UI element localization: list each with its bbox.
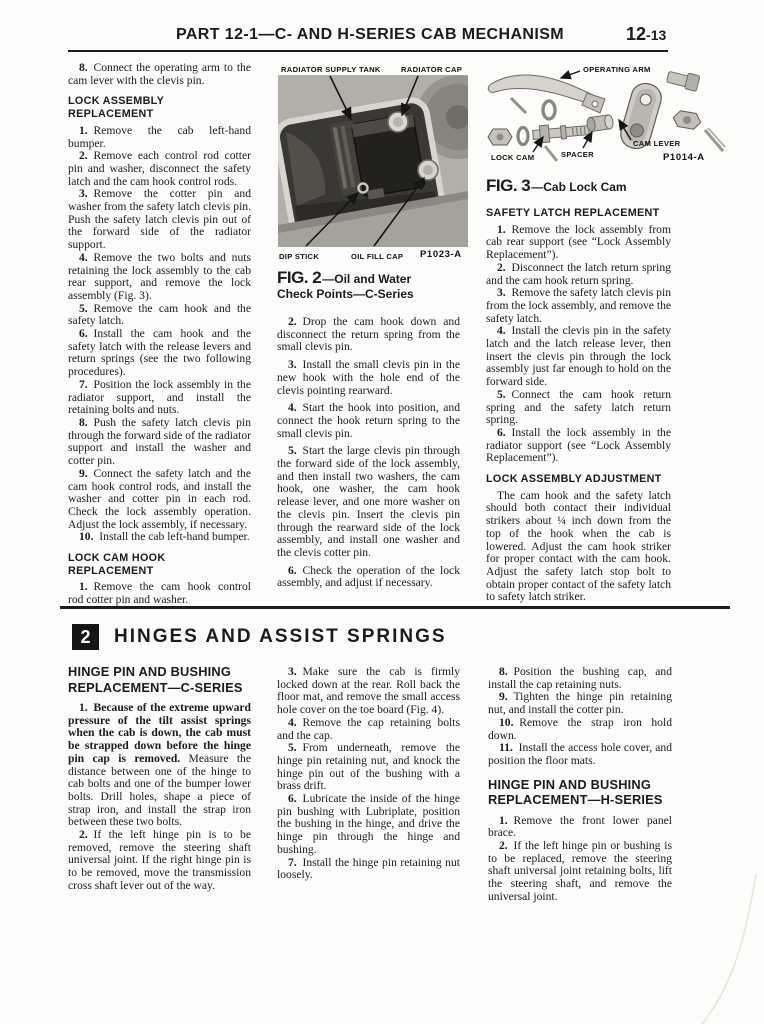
procedure-step: 3. Make sure the cab is firmly locked down at the rear. Roll back the floor mat, and remove the small access hole cover on the toe board (Fig. 4). [277, 665, 460, 717]
hinge-pin-c-steps-continued [277, 666, 460, 882]
section2-column2 [277, 666, 460, 882]
heading-hinge-pin-c-series: HINGE PIN AND BUSHING REPLACEMENT—C-SERIES [68, 664, 243, 695]
procedure-step: 10. Install the cab left-hand bumper. [79, 530, 250, 544]
procedure-step: 2. Remove each control rod cotter pin and washer, disconnect the safety latch and the cam hook control rods. [68, 149, 251, 188]
section1-column1 [68, 62, 251, 607]
fig3-caption-text: —Cab Lock Cam [531, 180, 627, 194]
lock-assembly-adjustment-text: The cam hook and the safety latch should both contact their individual strikers about ¼ inch down from the top of the hook when the cab is lowered. Adjust the cam hook striker for proper contact with the cam hook. Adjust the safety latch stop bolt to obtain proper contact of the safety latch to safety latch striker. [486, 488, 671, 604]
heading-lock-assembly-replacement: LOCK ASSEMBLY REPLACEMENT [68, 95, 164, 121]
fig2-caption-number: FIG. 2 [277, 268, 322, 287]
procedure-step: 4. Remove the two bolts and nuts retaining the lock assembly to the cab rear support, and remove the lock assembly (Fig. 3). [68, 250, 251, 302]
procedure-step: 4. Install the clevis pin in the safety latch and the latch release lever, then insert the clevis pin through the lock assembly just far enough to hold on the forward side. [486, 324, 671, 389]
procedure-step: 2. Disconnect the latch return spring and the cam hook return spring. [486, 260, 671, 287]
fig2-label-radiator-supply-tank: RADIATOR SUPPLY TANK [281, 65, 381, 74]
fig2-label-radiator-cap: RADIATOR CAP [401, 65, 463, 74]
procedure-step: 2. If the left hinge pin is to be removed, remove the steering shaft universal joint. If the right hinge pin is to be removed, move the transmission cross shaft lever out of the way. [68, 828, 251, 892]
lock-cam-hook-steps [68, 581, 251, 606]
fig3-caption [486, 178, 736, 195]
section-number-badge: 2 [72, 624, 99, 650]
procedure-step: 3. Remove the cotter pin and washer from the safety latch clevis pin. Push the safety latch clevis pin out of the forward side of the radiator support. [68, 187, 251, 252]
procedure-step: 1. Remove the cam hook control rod cotter pin and washer. [68, 580, 251, 607]
page-curl [694, 874, 764, 1024]
fig2-photo [278, 75, 468, 247]
fig2-label-dip-stick: DIP STICK [279, 252, 320, 261]
procedure-step: 9. Tighten the hinge pin retaining nut, and install the cotter pin. [488, 690, 672, 717]
hinge-pin-h-steps [488, 815, 672, 904]
hinge-pin-c-steps [68, 702, 251, 893]
procedure-step: 2. If the left hinge pin or bushing is to be replaced, remove the steering shaft universal joint retaining bolts, lift the steering shaft, and remove the universal joint. [488, 839, 672, 903]
heading-safety-latch-replacement: SAFETY LATCH REPLACEMENT [486, 207, 660, 219]
procedure-step: 8. Position the bushing cap, and install the cap retaining nuts. [488, 665, 672, 691]
procedure-step: 5. Start the large clevis pin through the forward side of the lock assembly, and then install two washers, the cam hook, one washer, the cam hook release lever, and one more washer on the clevis pin. Insert the clevis pin through the rearward side of the lock assembly, and install one washer and the clevis cotter pin. [277, 444, 460, 559]
cam-hook-steps [277, 316, 460, 590]
procedure-step: 6. Install the lock assembly in the radiator support (see “Lock Assembly Replacement”). [486, 425, 671, 465]
procedure-step: 1. Remove the cab left-hand bumper. [68, 123, 251, 150]
procedure-step: 9. Connect the safety latch and the cam hook control rods, and install the washer and cotter pin in each rod. Check the lock assembly operation. Adjust the lock assembly, if necessary. [68, 466, 251, 531]
fig3-photo-id: P1014-A [663, 152, 705, 163]
fig3-caption-number: FIG. 3 [486, 176, 531, 195]
procedure-step: 1. Because of the extreme upward pressure of the tilt assist springs when the cab is down, the cab must be strapped down before the hinge pin cap is removed. Measure the distance between one of the hinge to cab bolts and one of the bumper lower bolts. Drill holes, shape a piece of strap iron, and install the strap iron between these two bolts. [68, 701, 251, 829]
page-title: PART 12-1—C- AND H-SERIES CAB MECHANISM [175, 26, 565, 43]
procedure-step: 1. Remove the front lower panel brace. [488, 813, 672, 840]
procedure-step: 2. Drop the cam hook down and disconnect the return spring from the small clevis pin. [277, 315, 460, 354]
lock-assembly-steps [68, 125, 251, 544]
intro-steps [68, 62, 251, 87]
procedure-step: 6. Lubricate the inside of the hinge pin bushing with Lubriplate, position the bushing in the hinge, and drive the hinge pin through the hinge and bushing. [277, 792, 460, 856]
fig2-label-oil-fill-cap: OIL FILL CAP [351, 252, 404, 261]
procedure-step: 3. Install the small clevis pin in the new hook with the hole end of the clevis pointing rearward. [277, 358, 460, 397]
fig3-label-operating-arm: OPERATING ARM [583, 65, 651, 74]
fig2-caption-text: —Oil and Water Check Points—C-Series [277, 272, 414, 301]
header-rule [68, 50, 668, 52]
procedure-step: 4. Remove the cap retaining bolts and the cap. [277, 715, 460, 742]
procedure-step: 5. Remove the cam hook and the safety latch. [68, 301, 251, 328]
page-number-minor: -13 [646, 27, 667, 43]
heading-lock-cam-hook-replacement: LOCK CAM HOOK REPLACEMENT [68, 552, 166, 577]
procedure-step: 7. Position the lock assembly in the radiator support, and install the retaining bolts and nuts. [68, 377, 251, 417]
fig2-caption [277, 270, 449, 302]
section-title: HINGES AND ASSIST SPRINGS [114, 626, 447, 647]
fig2-photo-id: P1023-A [420, 249, 462, 260]
safety-latch-steps [486, 224, 671, 465]
procedure-step: 6. Check the operation of the lock assembly, and adjust if necessary. [277, 563, 460, 590]
page-number [626, 24, 666, 45]
heading-lock-assembly-adjustment: LOCK ASSEMBLY ADJUSTMENT [486, 473, 662, 486]
heading-hinge-pin-h-series: HINGE PIN AND BUSHING REPLACEMENT—H-SERIES [488, 776, 663, 808]
procedure-step: 5. From underneath, remove the hinge pin retaining nut, and knock the hinge pin out of the bushing with a brass drift. [277, 741, 460, 793]
hinge-pin-c-steps-final [488, 666, 672, 768]
fig3-label-cam-lever: CAM LEVER [633, 139, 681, 148]
procedure-step: 4. Start the hook into position, and connect the hook return spring to the small clevis pin. [277, 401, 460, 440]
procedure-step: 8. Connect the operating arm to the cam lever with the clevis pin. [68, 61, 251, 87]
procedure-step: 3. Remove the safety latch clevis pin from the lock assembly, and remove the safety latch. [486, 286, 672, 325]
procedure-step: 8. Push the safety latch clevis pin through the forward side of the radiator support and install the washer and cotter pin. [68, 415, 251, 468]
section1-column3 [486, 58, 736, 604]
section-divider-rule [60, 606, 730, 609]
figure-3 [483, 58, 733, 170]
figure-2 [277, 62, 469, 262]
section2-column1 [68, 664, 251, 893]
fig3-label-spacer: SPACER [561, 150, 594, 159]
procedure-step: 7. Install the hinge pin retaining nut loosely. [277, 855, 460, 882]
procedure-step: 10. Remove the strap iron hold down. [488, 715, 672, 742]
page-number-major: 12 [626, 24, 647, 44]
section2-column3 [488, 666, 672, 904]
procedure-step: 1. Remove the lock assembly from cab rear support (see “Lock Assembly Replacement”). [486, 222, 671, 262]
procedure-step: 5. Connect the cam hook return spring and the safety latch return spring. [486, 387, 671, 427]
section-2-header [72, 624, 447, 650]
procedure-step: 11. Install the access hole cover, and position the floor mats. [488, 741, 672, 767]
section1-column2 [277, 62, 471, 595]
procedure-step: 6. Install the cam hook and the safety latch with the release levers and return springs (see the two following procedures). [68, 327, 251, 379]
fig3-label-lock-cam: LOCK CAM [491, 153, 535, 162]
